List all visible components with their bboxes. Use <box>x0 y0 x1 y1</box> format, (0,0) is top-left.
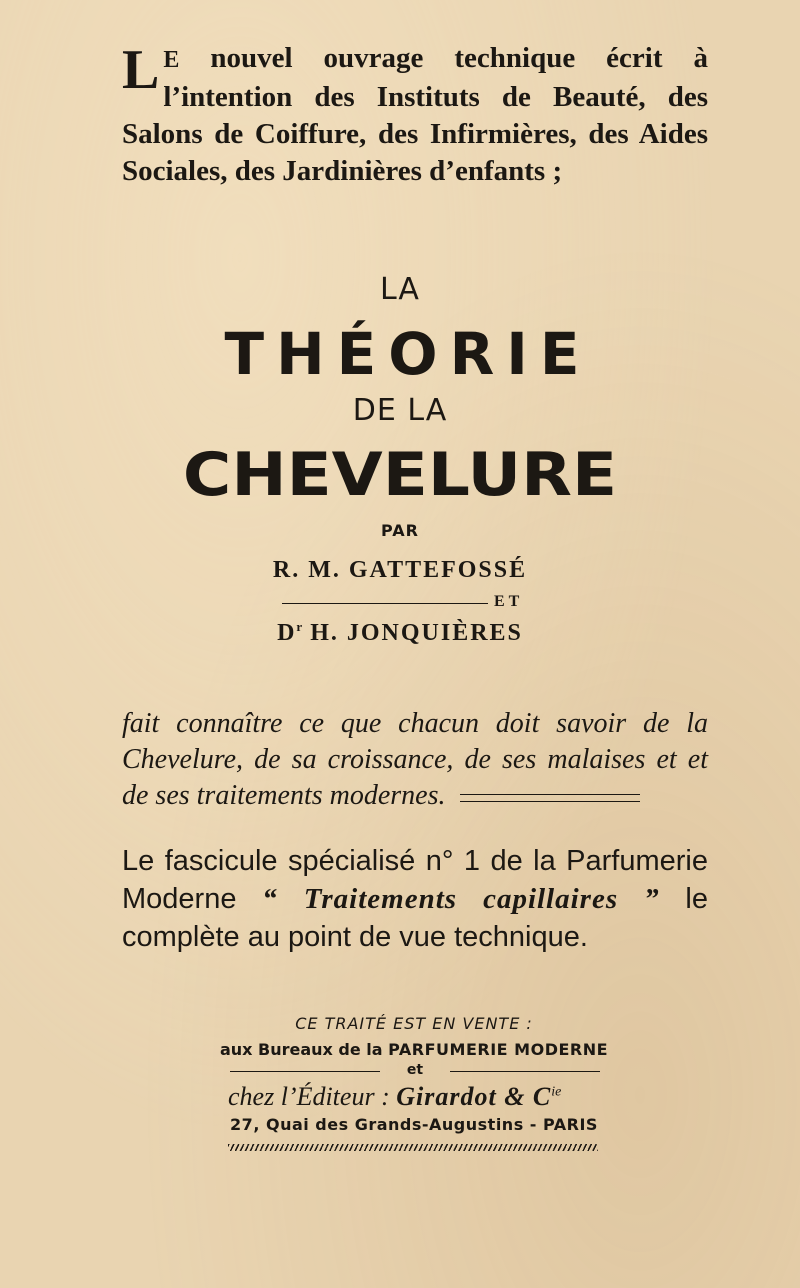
intro-paragraph <box>122 40 708 190</box>
description-text: fait connaître ce que chacun doit savoir de la Chevelure, de sa croissance, de ses malaises et et de ses traitements modernes. <box>122 708 708 811</box>
author-separator <box>282 593 552 613</box>
title-theorie: THÉORIE <box>224 320 592 388</box>
sale-heading: CE TRAITÉ EST EN VENTE : <box>295 1014 533 1033</box>
author-name: H. JONQUIÈRES <box>302 620 523 646</box>
sale-bureaux-name: PARFUMERIE MODERNE <box>388 1040 609 1059</box>
sale-address: 27, Quai des Grands-Augustins - PARIS <box>230 1115 598 1134</box>
sale-editor-name: Girardot & C <box>396 1082 552 1111</box>
sale-editor-sup: ie <box>551 1084 562 1100</box>
description-double-rule <box>460 794 640 802</box>
title-de-la: DE LA <box>352 393 448 428</box>
fascicule-quoted-title: “ Traitements capillaires ” <box>262 883 660 915</box>
author-jonquieres <box>0 619 800 647</box>
sale-bureaux-prefix: aux Bureaux de la <box>219 1040 389 1059</box>
intro-text: nouvel ouvrage technique écrit à l’intention des Instituts de Beauté, des Salons de Coiffure, des Infirmières, des Aides Sociales, des Jardinières d’enfants ; <box>122 42 708 187</box>
sale-bureaux <box>0 1040 800 1059</box>
author-title-prefix: D <box>277 620 297 646</box>
fascicule-before: Le fascicule spécialisé n° 1 de la Parfumerie Moderne <box>122 845 708 915</box>
separator-et: ET <box>494 593 524 610</box>
sale-separator-et: et <box>406 1062 424 1078</box>
drop-cap: L <box>122 39 160 101</box>
title-chevelure: CHEVELURE <box>182 440 618 510</box>
intro-first-letter-rest: E <box>163 47 180 73</box>
sale-editor-prefix: chez l’Éditeur : <box>228 1082 397 1111</box>
author-gattefosse: R. M. GATTEFOSSÉ <box>272 557 528 583</box>
description-paragraph <box>122 706 708 814</box>
sale-editor <box>228 1082 612 1112</box>
title-article: LA <box>380 272 420 307</box>
author-title-sup: r <box>296 619 303 634</box>
fascicule-after: le complète au point de vue technique. <box>122 883 708 953</box>
fascicule-paragraph <box>122 842 708 956</box>
title-par: PAR <box>381 521 419 540</box>
sale-separator <box>230 1062 600 1080</box>
hatched-rule <box>228 1144 598 1151</box>
separator-rule <box>282 603 488 604</box>
